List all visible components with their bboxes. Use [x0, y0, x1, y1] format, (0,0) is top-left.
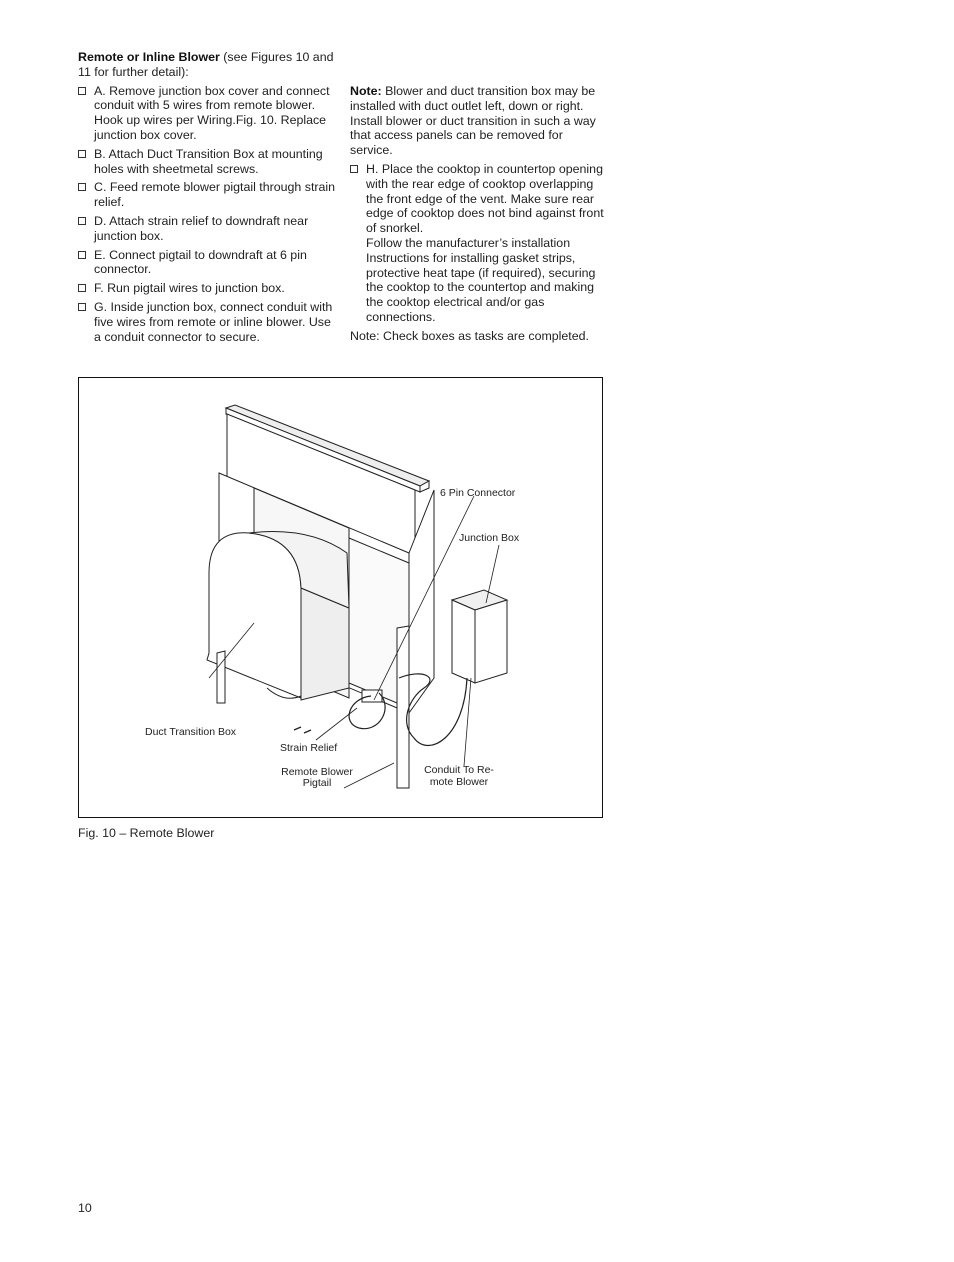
step-text: G. Inside junction box, connect conduit with five wires from remote or inline blower. Use a conduit connector to secure. [94, 299, 333, 344]
checkbox[interactable] [350, 165, 358, 173]
step-list-right [350, 162, 606, 325]
label-conduit-line1: Conduit To Re- [424, 764, 494, 776]
label-remote-blower-pigtail-line2: Pigtail [302, 777, 332, 789]
section-title: Remote or Inline Blower [78, 50, 220, 64]
checkbox[interactable] [78, 251, 86, 259]
junction-box-side [475, 600, 507, 683]
label-6-pin-connector: 6 Pin Connector [440, 487, 516, 499]
step-f [78, 281, 336, 296]
figure-frame [78, 377, 603, 818]
section-title-suffix: (see Figures 10 and 11 for further detail): [78, 50, 334, 79]
label-strain-relief: Strain Relief [280, 742, 338, 754]
note-paragraph [350, 84, 606, 158]
step-text: E. Connect pigtail to downdraft at 6 pin connector. [94, 247, 307, 277]
strain-relief-fitting [362, 690, 382, 702]
check-note: Note: Check boxes as tasks are completed. [350, 328, 589, 343]
step-a [78, 84, 336, 143]
label-conduit-line2: mote Blower [429, 776, 489, 788]
leader-strain-relief [316, 708, 357, 740]
step-h [350, 162, 606, 325]
step-d [78, 214, 336, 244]
checkbox[interactable] [78, 303, 86, 311]
note-label: Note: [350, 84, 382, 98]
label-remote-blower-pigtail-line1: Remote Blower [281, 766, 353, 778]
step-list [78, 84, 336, 345]
step-c [78, 180, 336, 210]
step-text: A. Remove junction box cover and connect conduit with 5 wires from remote blower. Hook up wires per Wiring.Fig. 10. Replace junction box cover. [94, 83, 330, 142]
step-b [78, 147, 336, 177]
step-text: H. Place the cooktop in countertop opening with the rear edge of cooktop overlapping the front edge of the vent. Make sure rear edge of cooktop does not bind against front of snorkel. [366, 161, 604, 236]
page-number: 10 [78, 1201, 92, 1215]
step-text: B. Attach Duct Transition Box at mounting holes with sheetmetal screws. [94, 146, 323, 176]
leader-conduit [464, 678, 471, 766]
section-intro [78, 50, 336, 80]
label-junction-box: Junction Box [459, 532, 520, 544]
step-g [78, 300, 336, 344]
step-text: C. Feed remote blower pigtail through strain relief. [94, 180, 336, 210]
checkbox[interactable] [78, 87, 86, 95]
right-column [350, 50, 606, 356]
left-column [78, 50, 336, 348]
step-e [78, 248, 336, 278]
screw [294, 727, 301, 730]
leg-left [217, 651, 225, 703]
note-text: Blower and duct transition box may be installed with duct outlet left, down or right. Install blower or duct transition in such a way that access panels can be removed for service. [350, 84, 596, 158]
screw [304, 730, 311, 733]
step-text: D. Attach strain relief to downdraft near junction box. [94, 213, 309, 243]
checkbox[interactable] [78, 150, 86, 158]
checkbox[interactable] [78, 183, 86, 191]
checkbox[interactable] [78, 284, 86, 292]
junction-box-front [452, 600, 475, 683]
remote-blower-illustration [79, 378, 602, 817]
step-h-follow: Follow the manufacturer’s installation Instructions for installing gasket strips, protective heat tape (if required), securing the cooktop to the countertop and making the cooktop electrical and/or gas connections. [366, 235, 596, 324]
label-duct-transition-box: Duct Transition Box [145, 726, 237, 738]
checkbox[interactable] [78, 217, 86, 225]
step-text: F. Run pigtail wires to junction box. [94, 281, 285, 296]
figure-caption: Fig. 10 – Remote Blower [78, 826, 215, 840]
